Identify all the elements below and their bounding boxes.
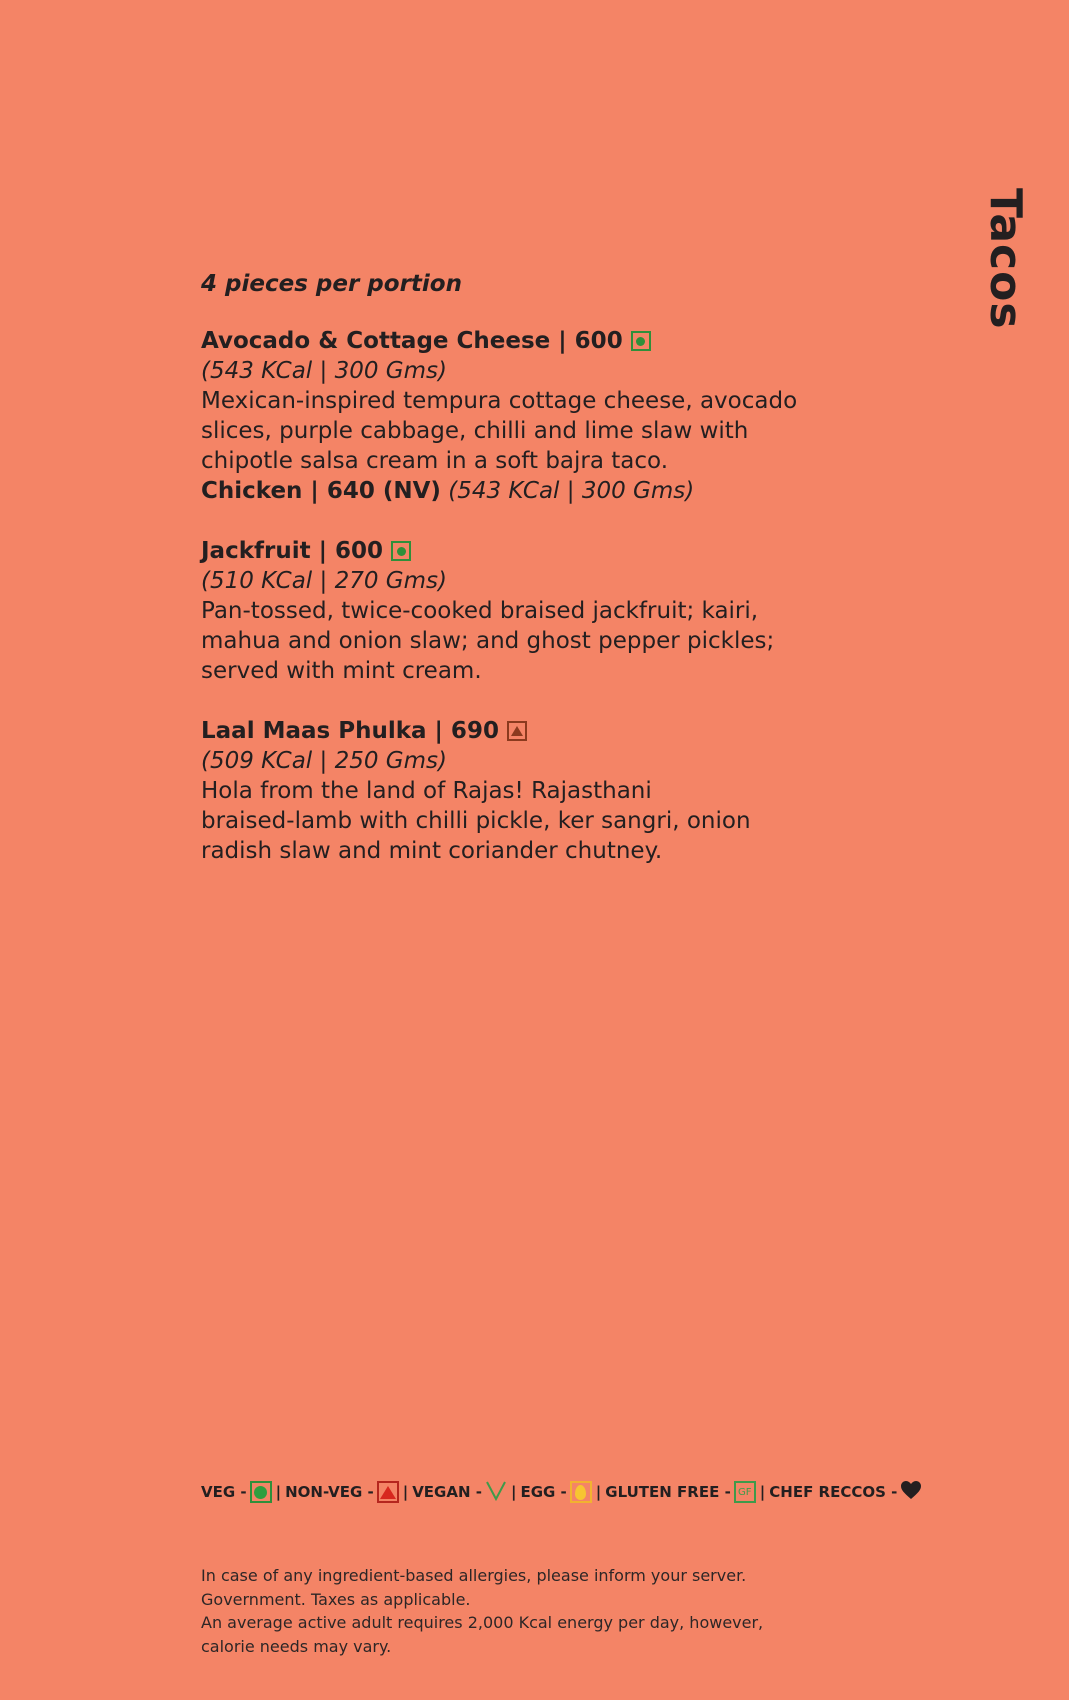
legend-egg-label: EGG - (520, 1483, 567, 1501)
legend-separator: | (595, 1483, 602, 1501)
menu-content (201, 266, 821, 896)
description-line: braised-lamb with chilli pickle, ker sangri, onion (201, 808, 751, 834)
item-title-row (201, 536, 821, 566)
menu-item (201, 326, 821, 506)
legend-separator: | (275, 1483, 282, 1501)
item-title: Laal Maas Phulka | 690 (201, 718, 499, 744)
description-line: mahua and onion slaw; and ghost pepper pickles; (201, 628, 775, 654)
legend-veg-label: VEG - (201, 1483, 247, 1501)
item-description (201, 386, 821, 476)
legend-chef-reccos-label: CHEF RECCOS - (769, 1483, 898, 1501)
item-title: Avocado & Cottage Cheese | 600 (201, 328, 623, 354)
vegan-icon (485, 1479, 507, 1505)
variant-kcal: (543 KCal | 300 Gms) (448, 478, 695, 504)
legend-separator: | (402, 1483, 409, 1501)
item-description (201, 596, 821, 686)
legend-gluten-free-label: GLUTEN FREE - (605, 1483, 731, 1501)
veg-icon (250, 1481, 272, 1503)
footer-line: Government. Taxes as applicable. (201, 1589, 471, 1609)
item-kcal: (543 KCal | 300 Gms) (201, 358, 447, 384)
veg-icon (631, 331, 651, 351)
gluten-free-icon: GF (734, 1481, 756, 1503)
diet-legend (201, 1479, 922, 1505)
item-description (201, 776, 821, 866)
item-variant (201, 476, 821, 506)
description-line: Pan-tossed, twice-cooked braised jackfruit; kairi, (201, 598, 759, 624)
non-veg-icon (507, 721, 527, 741)
footer-notes (201, 1564, 763, 1658)
legend-nonveg-label: NON-VEG - (285, 1483, 374, 1501)
page-title: Tacos (980, 188, 1031, 330)
footer-line: In case of any ingredient-based allergies, please inform your server. (201, 1566, 747, 1585)
variant-name: Chicken | 640 (NV) (201, 478, 441, 504)
menu-item (201, 536, 821, 686)
veg-icon (391, 541, 411, 561)
description-line: slices, purple cabbage, chilli and lime slaw with (201, 418, 749, 444)
item-title-row (201, 326, 821, 356)
item-kcal: (510 KCal | 270 Gms) (201, 568, 447, 594)
item-title: Jackfruit | 600 (201, 538, 384, 564)
legend-vegan-label: VEGAN - (412, 1483, 482, 1501)
description-line: Hola from the land of Rajas! Rajasthani (201, 778, 652, 804)
description-line: chipotle salsa cream in a soft bajra taco. (201, 448, 669, 474)
non-veg-icon (377, 1481, 399, 1503)
description-line: Mexican-inspired tempura cottage cheese, avocado (201, 388, 798, 414)
footer-line: calorie needs may vary. (201, 1636, 392, 1656)
legend-separator: | (510, 1483, 517, 1501)
item-kcal: (509 KCal | 250 Gms) (201, 748, 447, 774)
heart-icon (900, 1480, 922, 1504)
item-title-row (201, 716, 821, 746)
menu-item (201, 716, 821, 866)
portion-note: 4 pieces per portion (201, 271, 462, 297)
footer-line: An average active adult requires 2,000 Kcal energy per day, however, (201, 1613, 764, 1632)
egg-icon (570, 1481, 592, 1503)
legend-separator: | (759, 1483, 766, 1501)
description-line: radish slaw and mint coriander chutney. (201, 838, 663, 864)
description-line: served with mint cream. (201, 658, 482, 684)
